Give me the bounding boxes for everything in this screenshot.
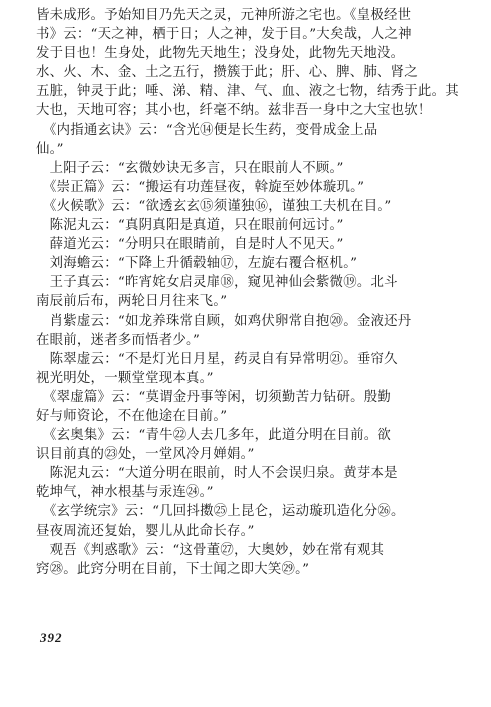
text-line: 书》云：“天之神，栖于日；人之神，发于目。”大矣哉，人之神: [36, 27, 412, 43]
text-line: 薛道光云：“分明只在眼睛前，自是时人不见天。”: [36, 237, 344, 253]
text-line: 在眼前，迷者多而悟者少。”: [36, 332, 201, 348]
page-number: 392: [40, 630, 63, 645]
text-line: 发于目也！生身处，此物先天地生；没身处，此物先天地没。: [36, 46, 405, 62]
text-line: 好与师资论，不在他途在目前。”: [36, 408, 228, 424]
body-text: [36, 6, 468, 579]
text-line: 水、火、木、金、土之五行，攒簇于此；肝、心、脾、肺、肾之: [36, 65, 418, 81]
text-line: 王子真云：“昨宵姹女启灵扉⑱，窥见神仙会紫微⑲。北斗: [36, 275, 398, 291]
text-line: 陈翠虚云：“不是灯光日月星，药灵自有异常明㉑。垂帘久: [36, 351, 398, 367]
text-line: 观吾《判惑歌》云：“这骨董㉗，大奥妙，妙在常有观其: [36, 542, 385, 558]
text-line: 刘海蟾云：“下降上升循毂轴⑰，左旋右覆合枢机。”: [36, 256, 358, 272]
text-line: 识目前真的㉓处，一堂风冷月婵娟。”: [36, 447, 255, 463]
text-line: 南辰前后布，两轮日月往来飞。”: [36, 294, 228, 310]
text-line: 皆未成形。予始知目乃先天之灵，元神所游之宅也。《皇极经世: [36, 8, 412, 23]
text-line: 肖紫虚云：“如龙养珠常自顾，如鸡伏卵常自抱⑳。金液还丹: [36, 313, 412, 329]
text-line: 《内指通玄诀》云：“含光⑭便是长生药，变骨成金上品: [36, 122, 378, 138]
text-line: 视光明处，一颗堂堂现本真。”: [36, 370, 214, 386]
text-line: 《翠虚篇》云：“莫谓金丹事等闲，切须勤苦力钻研。殷勤: [36, 389, 392, 405]
text-line: 仙。”: [36, 141, 64, 157]
text-line: 陈泥丸云：“大道分明在眼前，时人不会误归泉。黄芽本是: [36, 466, 398, 482]
text-line: 《崇正篇》云：“搬运有功莲昼夜，斡旋至妙体璇玑。”: [36, 179, 365, 195]
text-line: 大也，天地可容；其小也，纤毫不纳。兹非吾一身中之大宝也欤！: [36, 103, 432, 119]
text-line: 昼夜周流还复始，婴儿从此命长存。”: [36, 523, 255, 539]
text-line: 窍㉘。此窍分明在目前，下士闻之即大笑㉙。”: [36, 561, 310, 577]
text-line: 陈泥丸云：“真阴真阳是真道，只在眼前何远讨。”: [36, 218, 344, 234]
text-line: 上阳子云：“玄微妙诀无多言，只在眼前人不顾。”: [36, 160, 344, 176]
text-line: 《火候歌》云：“欲透玄玄⑮须谨独⑯，谨独工夫机在目。”: [36, 198, 392, 214]
text-line: 五脏，钟灵于此；唾、涕、精、津、气、血、液之七物，结秀于此。其: [36, 84, 459, 100]
text-line: 《玄奥集》云：“青牛㉒人去几多年，此道分明在目前。欲: [36, 428, 392, 444]
text-line: 《玄学统宗》云：“几回抖擞㉕上昆仑，运动璇玑造化分㉖。: [36, 504, 405, 520]
text-line: 乾坤气，神水根基与汞连㉔。”: [36, 485, 214, 501]
